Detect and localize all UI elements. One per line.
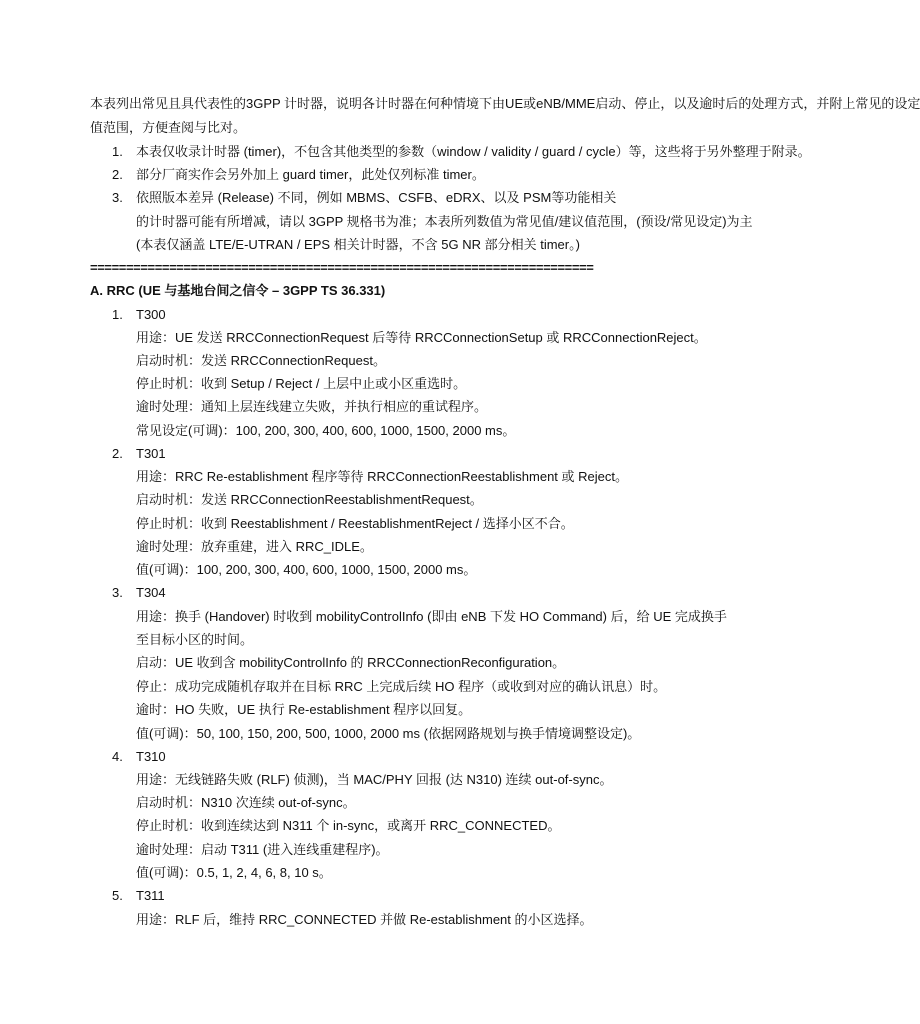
timer-t304-expiry: 逾时：HO 失败，UE 执行 Re-establishment 程序以回复。 — [136, 702, 472, 717]
timer-t311-name: T311 — [136, 888, 165, 903]
timer-t301-expiry: 逾时处理：放弃重建，进入 RRC_IDLE。 — [136, 539, 373, 554]
timer-t301-start: 启动时机：发送 RRCConnectionReestablishmentRequest。 — [136, 492, 483, 507]
timer-t304-name: T304 — [136, 585, 166, 600]
timer-t310-name: T310 — [136, 749, 166, 764]
section-separator: ====================================================================== — [90, 260, 594, 275]
intro-item-2-number: 2. — [112, 167, 123, 182]
intro-item-2-text: 部分厂商实作会另外加上 guard timer，此处仅列标准 timer。 — [136, 167, 485, 182]
intro-paragraph-line-2: 值范围，方便查阅与比对。 — [90, 120, 247, 135]
timer-t301-purpose: 用途：RRC Re-establishment 程序等待 RRCConnectionReestablishment 或 Reject。 — [136, 469, 628, 484]
intro-paragraph-line-1: 本表列出常见且具代表性的3GPP 计时器，说明各计时器在何种情境下由UE或eNB/MME启动、停止，以及逾时后的处理方式，并附上常见的设定 — [90, 96, 920, 111]
timer-t301-values: 值(可调)：100, 200, 300, 400, 600, 1000, 1500, 2000 ms。 — [136, 562, 477, 577]
timer-t300-number: 1. — [112, 307, 123, 322]
timer-t310-number: 4. — [112, 749, 123, 764]
timer-t304-purpose-continuation: 至目标小区的时间。 — [136, 632, 254, 647]
timer-t310-values: 值(可调)：0.5, 1, 2, 4, 6, 8, 10 s。 — [136, 865, 332, 880]
timer-t310-expiry: 逾时处理：启动 T311 (进入连线重建程序)。 — [136, 842, 389, 857]
timer-t301-stop: 停止时机：收到 Reestablishment / ReestablishmentReject / 选择小区不合。 — [136, 516, 574, 531]
timer-t300-name: T300 — [136, 307, 166, 322]
timer-t300-stop: 停止时机：收到 Setup / Reject / 上层中止或小区重选时。 — [136, 376, 467, 391]
timer-t300-expiry: 逾时处理：通知上层连线建立失败，并执行相应的重试程序。 — [136, 399, 488, 414]
timer-t311-number: 5. — [112, 888, 123, 903]
timer-t304-start: 启动：UE 收到含 mobilityControlInfo 的 RRCConnectionReconfiguration。 — [136, 655, 566, 670]
intro-item-3-number: 3. — [112, 190, 123, 205]
timer-t300-purpose: 用途：UE 发送 RRCConnectionRequest 后等待 RRCConnectionSetup 或 RRCConnectionReject。 — [136, 330, 707, 345]
intro-item-3-text: 依照版本差异 (Release) 不同，例如 MBMS、CSFB、eDRX、以及 PSM等功能相关 — [136, 190, 617, 205]
timer-t301-name: T301 — [136, 446, 166, 461]
timer-t304-values: 值(可调)：50, 100, 150, 200, 500, 1000, 2000 ms (依据网路规划与换手情境调整设定)。 — [136, 726, 641, 741]
timer-t304-purpose: 用途：换手 (Handover) 时收到 mobilityControlInfo (即由 eNB 下发 HO Command) 后，给 UE 完成换手 — [136, 609, 727, 624]
timer-t304-number: 3. — [112, 585, 123, 600]
timer-t310-start: 启动时机：N310 次连续 out-of-sync。 — [136, 795, 356, 810]
intro-item-3-continuation-1: 的计时器可能有所增减，请以 3GPP 规格书为准；本表所列数值为常见值/建议值范围，(预设/常见设定)为主 — [136, 214, 753, 229]
timer-t310-stop: 停止时机：收到连续达到 N311 个 in-sync，或离开 RRC_CONNECTED。 — [136, 818, 561, 833]
timer-t304-stop: 停止：成功完成随机存取并在目标 RRC 上完成后续 HO 程序（或收到对应的确认讯息）时。 — [136, 679, 667, 694]
timer-t301-number: 2. — [112, 446, 123, 461]
timer-t300-start: 启动时机：发送 RRCConnectionRequest。 — [136, 353, 386, 368]
intro-item-3-continuation-2: (本表仅涵盖 LTE/E-UTRAN / EPS 相关计时器，不含 5G NR 部分相关 timer。) — [136, 237, 580, 252]
timer-t310-purpose: 用途：无线链路失败 (RLF) 侦测)，当 MAC/PHY 回报 (达 N310) 连续 out-of-sync。 — [136, 772, 613, 787]
timer-t300-values: 常见设定(可调)：100, 200, 300, 400, 600, 1000, 1500, 2000 ms。 — [136, 423, 516, 438]
intro-item-1-text: 本表仅收录计时器 (timer)，不包含其他类型的参数（window / validity / guard / cycle）等，这些将于另外整理于附录。 — [136, 144, 811, 159]
intro-item-1-number: 1. — [112, 144, 123, 159]
section-a-heading: A. RRC (UE 与基地台间之信令 – 3GPP TS 36.331) — [90, 283, 386, 298]
timer-t311-purpose: 用途：RLF 后，维持 RRC_CONNECTED 并做 Re-establishment 的小区选择。 — [136, 912, 593, 927]
